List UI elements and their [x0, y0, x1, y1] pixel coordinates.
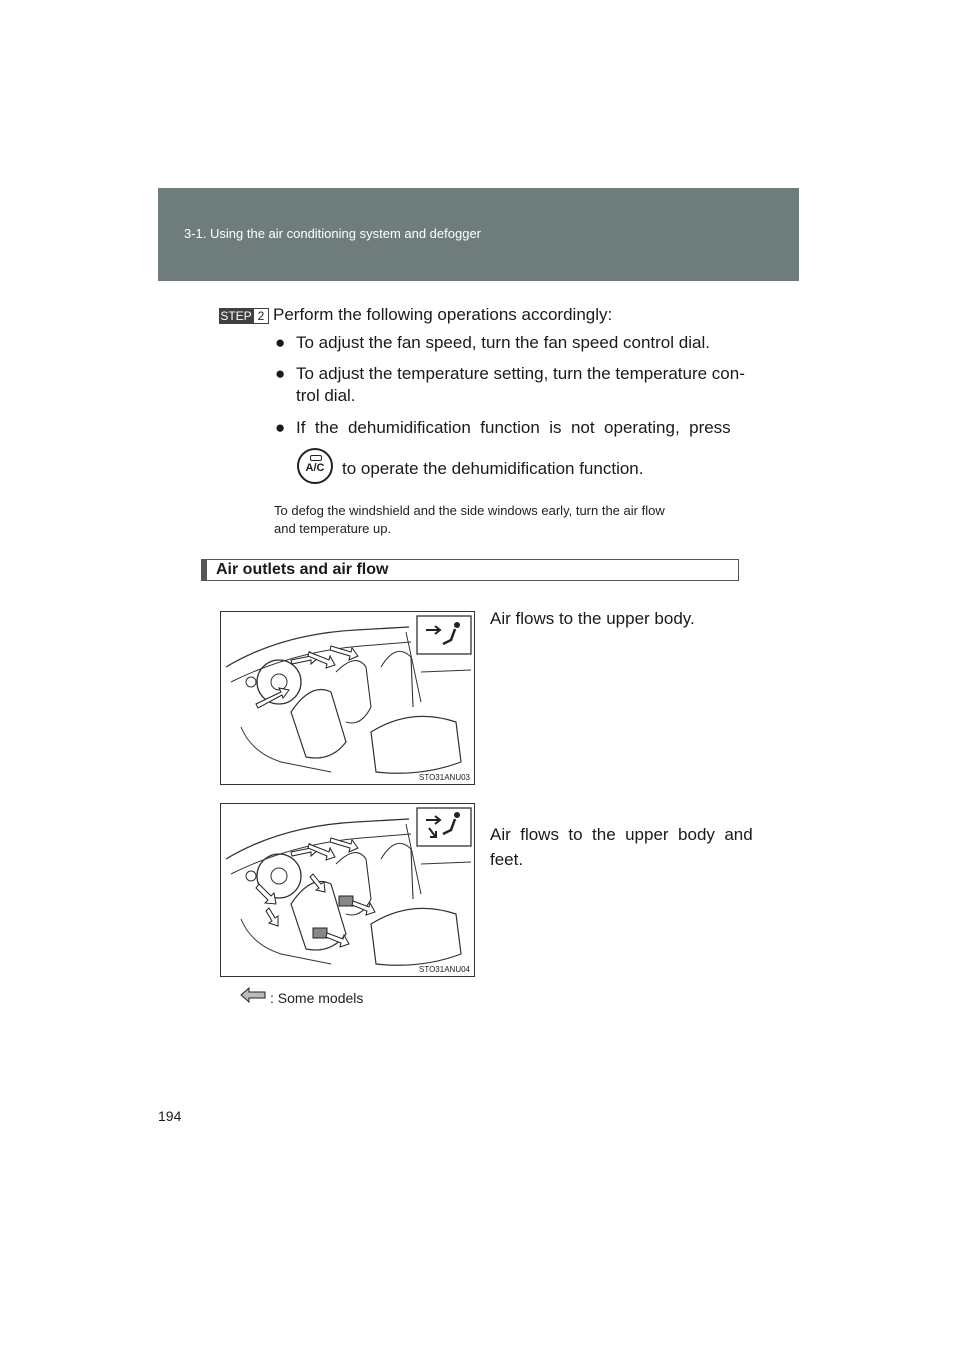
bullet-icon: ● [275, 418, 286, 437]
ac-button-label: A/C [305, 462, 325, 474]
outline-arrow-icon [240, 987, 266, 1003]
bullet-icon: ● [275, 364, 286, 383]
bullet-dehumidify-line1: If the dehumidification function is not operating, press [296, 418, 731, 437]
step-word: STEP [220, 309, 252, 323]
step-instruction: Perform the following operations accordingly: [273, 305, 613, 324]
step-badge [219, 308, 269, 324]
car-interior-illustration [221, 612, 474, 784]
figure-1-caption: Air flows to the upper body. [490, 609, 695, 628]
step-number: 2 [253, 308, 269, 324]
chapter-header [158, 188, 799, 281]
figure-code: STO31ANU03 [419, 773, 470, 782]
ac-button-icon [297, 448, 333, 484]
figure-face-feet-vent [220, 803, 475, 977]
legend-text: : Some models [270, 990, 364, 1006]
section-heading-bar [202, 560, 207, 580]
figure-2-caption-line2: feet. [490, 850, 524, 869]
bullet-fan-speed: To adjust the fan speed, turn the fan speed control dial. [296, 333, 710, 352]
bullet-icon: ● [275, 333, 286, 352]
note-line2: and temperature up. [274, 521, 392, 536]
section-title-header: 3-1. Using the air conditioning system and defogger [184, 226, 482, 241]
figure-face-vent [220, 611, 475, 785]
ac-indicator [310, 455, 322, 461]
page-number: 194 [158, 1108, 182, 1124]
section-heading [201, 559, 739, 581]
bullet-temperature-line2: trol dial. [296, 386, 356, 405]
figure-2-caption-line1: Air flows to the upper body and [490, 825, 753, 844]
note-line1: To defog the windshield and the side windows early, turn the air flow [274, 503, 665, 518]
section-heading-text: Air outlets and air flow [216, 561, 389, 578]
bullet-dehumidify-line2: to operate the dehumidification function. [342, 459, 644, 478]
figure-code: STO31ANU04 [419, 965, 470, 974]
bullet-temperature-line1: To adjust the temperature setting, turn the temperature con- [296, 364, 745, 383]
car-interior-illustration [221, 804, 474, 976]
